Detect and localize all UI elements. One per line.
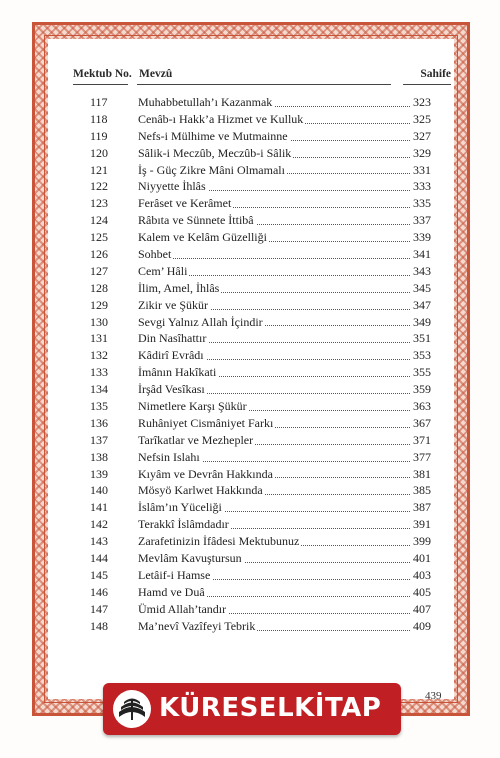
entry-topic: İş - Güç Zikre Mâni Olmamalı: [138, 162, 285, 177]
entry-number: 120: [90, 145, 108, 160]
entry-topic: Kıyâm ve Devrân Hakkında: [138, 466, 273, 481]
entry-page: 325: [413, 111, 431, 126]
entry-page: 407: [413, 601, 431, 616]
toc-entry: [80, 533, 440, 550]
entry-page: 327: [413, 128, 431, 143]
entry-page: 359: [413, 382, 431, 397]
entry-number: 142: [90, 517, 108, 532]
entry-number: 134: [90, 382, 108, 397]
toc-entry: [80, 94, 440, 111]
entry-topic: Letâif-i Hamse: [138, 567, 211, 582]
toc-entry: [80, 178, 440, 195]
entry-page: 403: [413, 567, 431, 582]
entry-page: 391: [413, 517, 431, 532]
entry-topic: Zikir ve Şükür: [138, 297, 208, 312]
toc-entry: [80, 466, 440, 483]
watermark-text: KÜRESELKİTAP: [159, 693, 382, 723]
toc-entry: [80, 111, 440, 128]
entry-page: 387: [413, 500, 431, 515]
toc-entry: [80, 330, 440, 347]
entry-topic: Ma’nevî Vazîfeyi Tebrik: [138, 618, 256, 633]
entry-page: 367: [413, 415, 431, 430]
entry-number: 141: [90, 500, 108, 515]
entry-topic: Muhabbetullah’ı Kazanmak: [138, 95, 273, 109]
toc-entry: [80, 601, 440, 618]
entry-topic: Cem’ Hâli: [138, 263, 188, 278]
entry-topic: Sâlik-i Meczûb, Meczûb-i Sâlik: [138, 145, 292, 160]
entry-number: 129: [90, 297, 108, 312]
entry-topic: Ferâset ve Kerâmet: [138, 196, 232, 211]
toc-entry: [80, 314, 440, 331]
toc-entry: [80, 364, 440, 381]
entry-number: 139: [90, 466, 108, 481]
toc-entry: [80, 263, 440, 280]
entry-topic: Kâdirî Evrâdı: [138, 348, 204, 363]
entry-topic: Ümid Allah’tandır: [138, 601, 227, 616]
entry-page: 381: [413, 466, 431, 481]
toc-list: [80, 94, 440, 635]
entry-number: 143: [90, 534, 108, 549]
entry-topic: Din Nasîhattır: [138, 331, 207, 346]
entry-topic: Niyyette İhlâs: [138, 179, 206, 194]
entry-number: 117: [90, 95, 108, 109]
entry-number: 126: [90, 247, 108, 262]
toc-entry: [80, 398, 440, 415]
toc-entry: [80, 567, 440, 584]
toc-entry: [80, 212, 440, 229]
entry-topic: Tarîkatlar ve Mezhepler: [138, 432, 254, 447]
entry-number: 148: [90, 618, 108, 633]
entry-number: 122: [90, 179, 108, 194]
book-globe-icon: [113, 690, 151, 728]
toc-entry: [80, 246, 440, 263]
entry-page: 335: [413, 196, 431, 211]
entry-page: 401: [413, 551, 431, 566]
entry-page: 399: [413, 534, 431, 549]
entry-number: 119: [90, 128, 108, 143]
entry-topic: Hamd ve Duâ: [138, 584, 205, 599]
toc-entry: [80, 516, 440, 533]
toc-entry: [80, 128, 440, 145]
toc-entry: [80, 297, 440, 314]
entry-number: 131: [90, 331, 108, 346]
entry-number: 146: [90, 584, 108, 599]
entry-number: 144: [90, 551, 108, 566]
page-number: 439: [425, 690, 442, 702]
entry-number: 121: [90, 162, 108, 177]
entry-topic: İrşâd Vesîkası: [138, 382, 205, 397]
entry-page: 349: [413, 314, 431, 329]
entry-page: 323: [413, 95, 431, 109]
entry-page: 343: [413, 263, 431, 278]
entry-page: 341: [413, 247, 431, 262]
entry-page: 353: [413, 348, 431, 363]
toc-entry: [80, 499, 440, 516]
entry-number: 125: [90, 230, 108, 245]
toc-entry: [80, 449, 440, 466]
toc-entry: [80, 145, 440, 162]
entry-number: 133: [90, 365, 108, 380]
toc-entry: [80, 550, 440, 567]
toc-entry: [80, 618, 440, 635]
toc-entry: [80, 347, 440, 364]
entry-page: 329: [413, 145, 431, 160]
entry-topic: Terakkî İslâmdadır: [138, 517, 229, 532]
entry-number: 118: [90, 111, 108, 126]
column-header-no: Mektub No.: [73, 68, 132, 80]
toc-entry: [80, 432, 440, 449]
entry-topic: İslâm’ın Yüceliği: [138, 500, 222, 515]
entry-topic: İlim, Amel, İhlâs: [138, 280, 220, 295]
entry-topic: Kalem ve Kelâm Güzelliği: [138, 230, 267, 245]
entry-topic: Sevgi Yalnız Allah İçindir: [138, 314, 263, 329]
entry-topic: Cenâb-ı Hakk’a Hizmet ve Kulluk: [138, 111, 304, 126]
header-rule: [137, 84, 391, 85]
header-rule: [403, 84, 451, 85]
entry-number: 123: [90, 196, 108, 211]
watermark-logo: [103, 683, 401, 735]
toc-entry: [80, 195, 440, 212]
entry-topic: Mösyö Karlwet Hakkında: [138, 483, 263, 498]
entry-topic: Mevlâm Kavuştursun: [138, 551, 242, 566]
entry-number: 127: [90, 263, 108, 278]
entry-topic: Nimetlere Karşı Şükür: [138, 399, 247, 414]
entry-number: 124: [90, 213, 108, 228]
entry-number: 135: [90, 399, 108, 414]
entry-number: 130: [90, 314, 108, 329]
entry-number: 128: [90, 280, 108, 295]
entry-page: 331: [413, 162, 431, 177]
entry-topic: Nefs-i Mülhime ve Mutmainne: [138, 128, 288, 143]
entry-number: 132: [90, 348, 108, 363]
toc-entry: [80, 280, 440, 297]
entry-page: 363: [413, 399, 431, 414]
entry-number: 138: [90, 449, 108, 464]
entry-number: 137: [90, 432, 108, 447]
entry-page: 377: [413, 449, 431, 464]
entry-topic: İmânın Hakîkati: [138, 365, 217, 380]
toc-entry: [80, 162, 440, 179]
column-header-page: Sahife: [420, 68, 451, 80]
entry-page: 347: [413, 297, 431, 312]
column-header-topic: Mevzû: [139, 68, 173, 80]
entry-page: 355: [413, 365, 431, 380]
entry-page: 385: [413, 483, 431, 498]
entry-topic: Ruhâniyet Cismâniyet Farkı: [138, 415, 274, 430]
entry-page: 409: [413, 618, 431, 633]
toc-entry: [80, 482, 440, 499]
entry-topic: Zarafetinizin İfâdesi Mektubunuz: [138, 534, 300, 549]
entry-page: 371: [413, 432, 431, 447]
entry-topic: Sohbet: [138, 247, 172, 262]
toc-entry: [80, 415, 440, 432]
entry-topic: Nefsin Islahı: [138, 449, 200, 464]
entry-number: 140: [90, 483, 108, 498]
entry-number: 147: [90, 601, 108, 616]
entry-topic: Râbıta ve Sünnete İttibâ: [138, 213, 254, 228]
entry-page: 337: [413, 213, 431, 228]
entry-number: 136: [90, 415, 108, 430]
toc-entry: [80, 381, 440, 398]
header-rule: [73, 84, 128, 85]
entry-page: 345: [413, 280, 431, 295]
toc-entry: [80, 584, 440, 601]
entry-page: 351: [413, 331, 431, 346]
entry-page: 339: [413, 230, 431, 245]
toc-entry: [80, 229, 440, 246]
entry-page: 405: [413, 584, 431, 599]
entry-page: 333: [413, 179, 431, 194]
entry-number: 145: [90, 567, 108, 582]
toc-header: [73, 62, 451, 86]
